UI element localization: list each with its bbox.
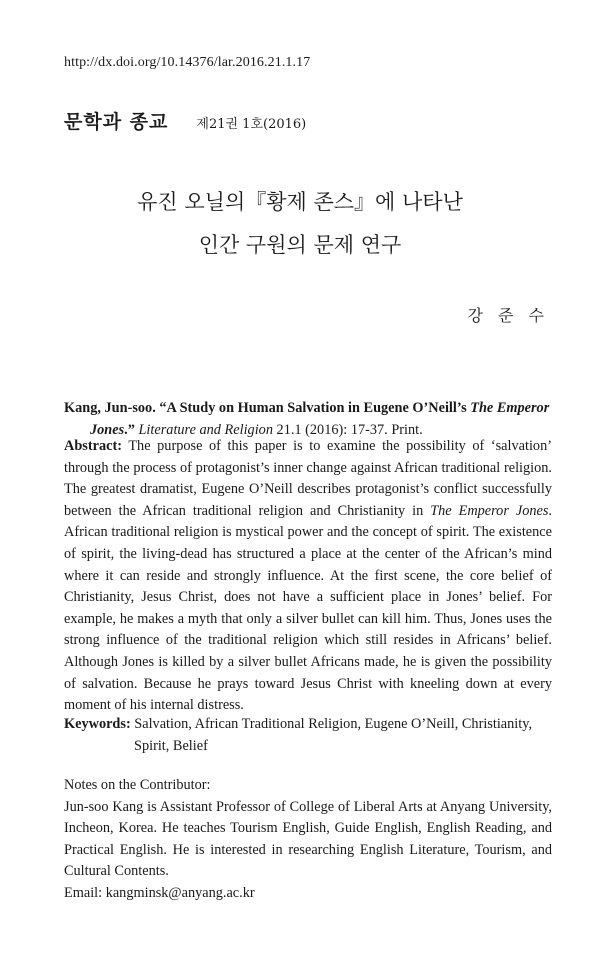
abstract-text-part2: . African traditional religion is mystical power and the concept of spirit. The existence of spirit, the living-dead has structured a place at the center of the African’s mind where it can reside and strongly influence. At the first scene, the core belief of Christianity, Jesus Christ, does not have a sufficient place in Jones’ belief. For example, he makes a myth that only a silver bullet can kill him. Thus, Jones uses the strong influence of the traditional religion which still resides in Africans’ belief. Although Jones is killed by a silver bullet Africans made, he is given the possibility of salvation. Because he prays toward Jesus Christ with kneeling down at every moment of his internal distress.: [64, 502, 552, 714]
contributor-notes: [64, 775, 552, 905]
doi-link[interactable]: http://dx.doi.org/10.14376/lar.2016.21.1.17: [64, 55, 311, 70]
keywords-line2: Spirit, Belief: [134, 737, 208, 754]
citation-work-part2: Jones: [90, 421, 125, 438]
notes-email[interactable]: Email: kangminsk@anyang.ac.kr: [64, 884, 255, 901]
issue-info: 제21권 1호(2016): [196, 117, 307, 132]
keywords-line1: Salvation, African Traditional Religion, Eugene O’Neill, Christianity,: [130, 716, 533, 732]
journal-name: 문학과 종교: [64, 111, 169, 133]
citation-work-part1: The Emperor: [470, 400, 550, 416]
article-title-line1: 유진 오닐의『황제 존스』에 나타난: [137, 190, 463, 214]
citation-details: 21.1 (2016): 17-37. Print.: [272, 421, 423, 438]
abstract-work-title: The Emperor Jones: [430, 502, 549, 519]
notes-heading: Notes on the Contributor:: [64, 777, 211, 793]
author-name: 강 준 수: [467, 306, 549, 325]
keywords: [64, 714, 552, 757]
abstract-text-part1: The purpose of this paper is to examine the possibility of ‘salvation’ through the process of protagonist’s inner change against African traditional religion. The greatest dramatist, Eugene O’Neill describes protagonist’s conflict successfully between the African traditional religion and Christianity in: [64, 438, 552, 519]
article-title-line2: 인간 구원의 문제 연구: [198, 233, 402, 257]
citation-end-quote: .”: [124, 421, 135, 438]
journal-header: [64, 107, 307, 133]
citation: [64, 398, 552, 441]
abstract: [64, 436, 552, 717]
abstract-label: Abstract:: [64, 438, 122, 454]
keywords-label: Keywords:: [64, 716, 131, 732]
citation-lead: Kang, Jun-soo. “A Study on Human Salvation in Eugene O’Neill’s: [64, 400, 471, 416]
citation-journal: Literature and Religion: [138, 421, 273, 438]
notes-bio: Jun-soo Kang is Assistant Professor of College of Liberal Arts at Anyang University, Incheon, Korea. He teaches Tourism English, Guide English, English Reading, and Practical English. He is interested in researching English Literature, Tourism, and Cultural Contents.: [64, 798, 552, 880]
